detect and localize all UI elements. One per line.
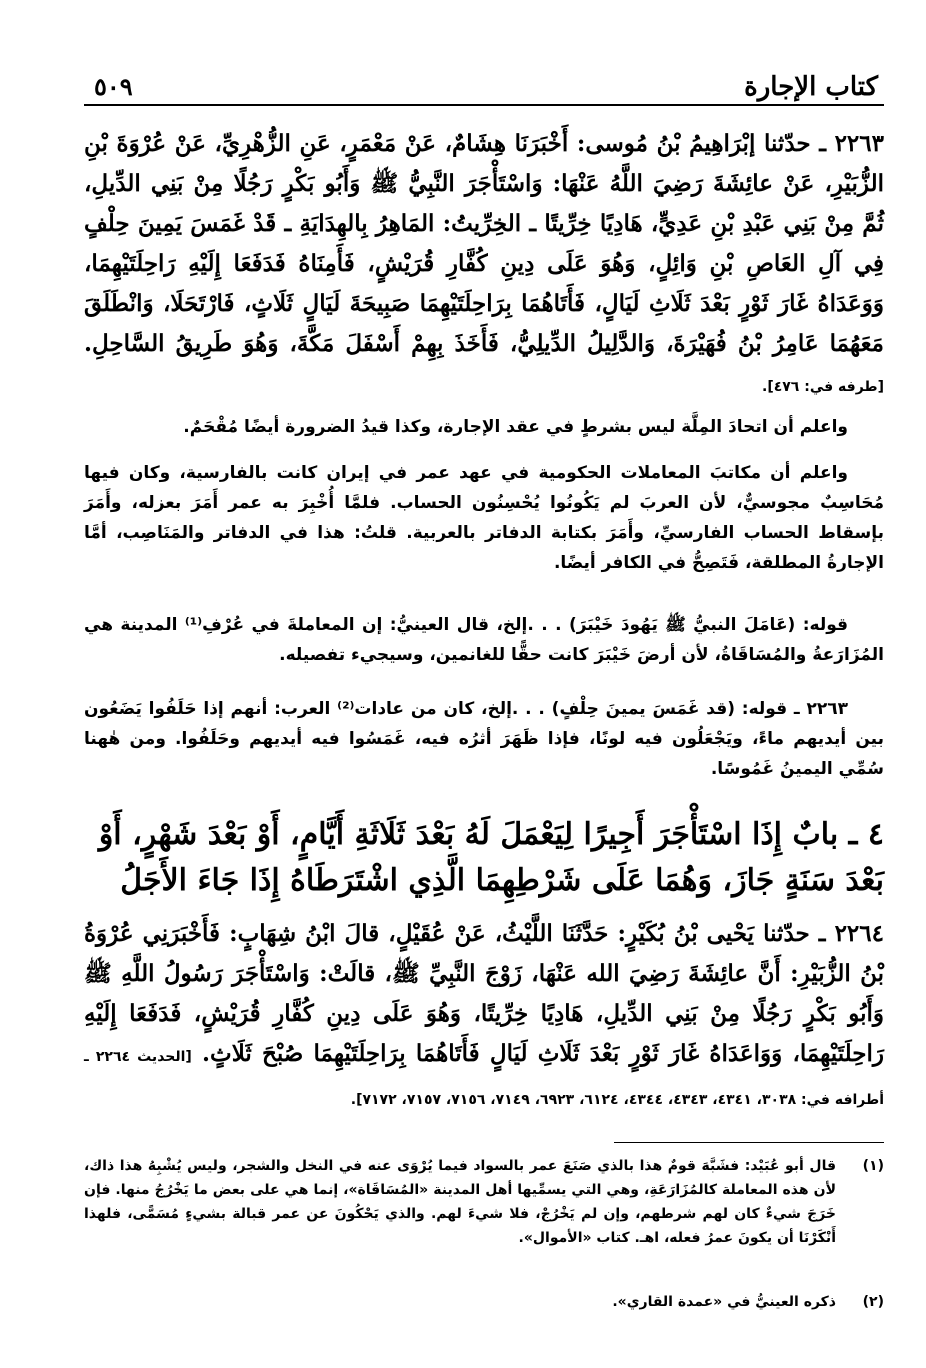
commentary-paragraph-1: واعلم أن اتحادَ المِلَّة ليس بشرطٍ في عقد الإجارة، وكذا قيدُ الضرورة أيضًا مُقْحَمٌ. [183, 417, 848, 437]
page-header [84, 60, 884, 106]
footnote-2-text: ذكره العينيُّ في «عمدة القاري». [612, 1294, 836, 1310]
commentary-paragraph-2: واعلم أن مكاتبَ المعاملات الحكومية في عهد عمر في إيران كانت بالفارسية، وكان فيها مُحَاسِبٌ مجوسيٌّ، لأن العربَ لم يَكُونُوا يُحْسِنُون الحساب. فلمَّا أُخْبِرَ به عمر أَمَرَ بعزله، وأَمَرَ بإسقاط الحساب الفارسيِّ، وأَمَرَ بكتابة الدفاتر بالعربية. قلتُ: هذا في الدفاتر والمَنَاصِب، أمَّا الإجارةُ المطلقة، فَتَصِحُّ في الكافر أيضًا. [84, 463, 884, 573]
hadith-2263-text: ٢٢٦٣ ـ حدّثنا إبْرَاهِيمُ بْنُ مُوسى: أَخْبَرَنَا هِشَامٌ، عَنْ مَعْمَرٍ، عَنِ الزُّهْرِيِّ، عَنْ عُرْوَةَ بْنِ الزُّبَيْرِ، عَنْ عائِشَةَ رَضِيَ اللَّهُ عَنْهَا: وَاسْتَأْجَرَ النَّبِيُّ ﷺ وَأَبُو بَكْرٍ رَجُلًا مِنْ بَنِي الدِّيلِ، ثُمَّ مِنْ بَنِي عَبْدِ بْنِ عَدِيٍّ، هَادِيًا خِرِّيتًا ـ الخِرِّيتُ: المَاهِرُ بِالهِدَايَةِ ـ قَدْ غَمَسَ يَمِينَ حِلْفٍ فِي آلِ العَاصِ بْنِ وَائِلٍ، وَهُوَ عَلَى دِينِ كُفَّارِ قُرَيْشٍ، فَأَمِنَاهُ فَدَفَعَا إِلَيْهِ رَاحِلَتَيْهِمَا، وَوَعَدَاهُ غَارَ ثَوْرٍ بَعْدَ ثَلَاثِ لَيَالٍ، فَأَتَاهُمَا بِرَاحِلَتَيْهِمَا صَبِيحَةَ لَيَالٍ ثَلَاثٍ، فَارْتَحَلَا، وَانْطَلَقَ مَعَهُمَا عَامِرُ بْنُ فُهَيْرَةَ، وَالدَّلِيلُ الدِّيلِيُّ، فَأَخَذَ بِهِمْ أَسْفَلَ مَكَّةَ، وَهُوَ طَرِيقُ السَّاحِلِ. [84, 130, 884, 357]
hadith-2264 [84, 914, 884, 1120]
footnote-1 [84, 1154, 884, 1250]
hadith-2264-text: ٢٢٦٤ ـ حدّثنا يَحْيى بْنُ بُكَيْرٍ: حَدَّثَنَا اللَّيْثُ، عَنْ عُقَيْلٍ، قالَ ابْنُ شِهَابٍ: فَأَخْبَرَنِي عُرْوَةُ بْنُ الزُّبَيْرِ: أَنَّ عائِشَةَ رَضِيَ الله عَنْهَا، زَوْجَ النَّبِيِّ ﷺ، قالَتْ: وَاسْتَأْجَرَ رَسُولُ اللَّهِ ﷺ وَأَبُو بَكْرٍ رَجُلًا مِنْ بَنِي الدِّيلِ، هَادِيًا خِرِّيتًا، وَهُوَ عَلَى دِينِ كُفَّارِ قُرَيْشٍ، فَدَفَعَا إِلَيْهِ رَاحِلَتَيْهِمَا، وَوَاعَدَاهُ غَارَ ثَوْرٍ بَعْدَ ثَلَاثِ لَيَالٍ فَأَتَاهُمَا بِرَاحِلَتَيْهِمَا صُبْحَ ثَلَاثٍ. [84, 920, 884, 1067]
hadith-2264-reference: [الحديث ٢٢٦٤ ـ أطرافه في: ٣٠٣٨، ٤٣٤١، ٤٣٤٣، ٤٣٤٤، ٦١٢٤، ٦٩٢٣، ٧١٤٩، ٧١٥٦، ٧١٥٧، ٧١٧٢]. [84, 1049, 884, 1108]
hadith-2263-reference: [طرفه في: ٤٧٦]. [762, 379, 884, 395]
page-number: ٥٠٩ [94, 72, 133, 101]
hadith-2263 [84, 124, 884, 407]
commentary-paragraph-4: ٢٢٦٣ ـ قوله: (قد غَمَسَ يمينَ حِلْفٍ) . . .إلخ، كان من عادات⁽²⁾ العرب: أنهم إذا حَلَفُوا يَضَعُون بين أيديهم ماءً، ويَجْعَلُون فيه لونًا، فإذا ظَهَرَ أثرُه فيه، غَمَسُوا فيه أيديهم وحَلَفُوا. ومن هٰهنا سُمِّي اليمينُ غَمُوسًا. [84, 699, 884, 779]
footnote-divider [614, 1142, 884, 1143]
footnote-1-number: (١) [862, 1158, 884, 1174]
running-title: كتاب الإجارة [744, 72, 878, 102]
commentary-paragraph-3: قوله: (عَامَلَ النبيُّ ﷺ يَهُودَ خَيْبَرَ) . . .إلخ، قال العينيُّ: إن المعاملةَ في عُرْفِ⁽¹⁾ المدينة هي المُزَارَعةُ والمُسَاقَاةُ، لأن أرضَ خَيْبَرَ كانت حقًّا للغانمين، وسيجيء تفصيله. [84, 615, 884, 665]
footnote-2 [84, 1290, 884, 1314]
footnote-1-text: قال أبو عُبَيْد: فشَبَّهَ قومٌ هذا بالذي صَنَعَ عمر بالسواد فيما يُرْوَى عنه في النخل والشجر، وليس يُشْبِهُ هذا ذاك، لأن هذه المعاملة كالمُزَارَعَةِ، وهي التي يسمِّيها أهل المدينة «المُسَاقَاة»، إنما هي على بعض ما يَخْرُجُ منها. فإن خَرَجَ شيءٌ كان لهم شرطهم، وإن لم يَخْرُجْ، فلا شيءَ لهم. والذي يَحْكُونَ عن عمر قبالة بشيءٍ مُسَمًّى، فلهذا أَنْكَرْنَا أن يكونَ عمرُ فعله، اهـ. كتاب «الأموال». [84, 1158, 836, 1246]
footnote-2-number: (٢) [862, 1294, 884, 1310]
chapter-heading: ٤ ـ بابٌ إِذَا اسْتَأْجَرَ أَجِيرًا لِيَعْمَلَ لَهُ بَعْدَ ثَلَاثَةِ أَيَّامٍ، أَوْ بَعْدَ شَهْرٍ، أَوْ بَعْدَ سَنَةٍ جَازَ، وَهُمَا عَلَى شَرْطِهِمَا الَّذِي اشْتَرَطَاهُ إِذَا جَاءَ الأَجَلُ [98, 817, 884, 898]
